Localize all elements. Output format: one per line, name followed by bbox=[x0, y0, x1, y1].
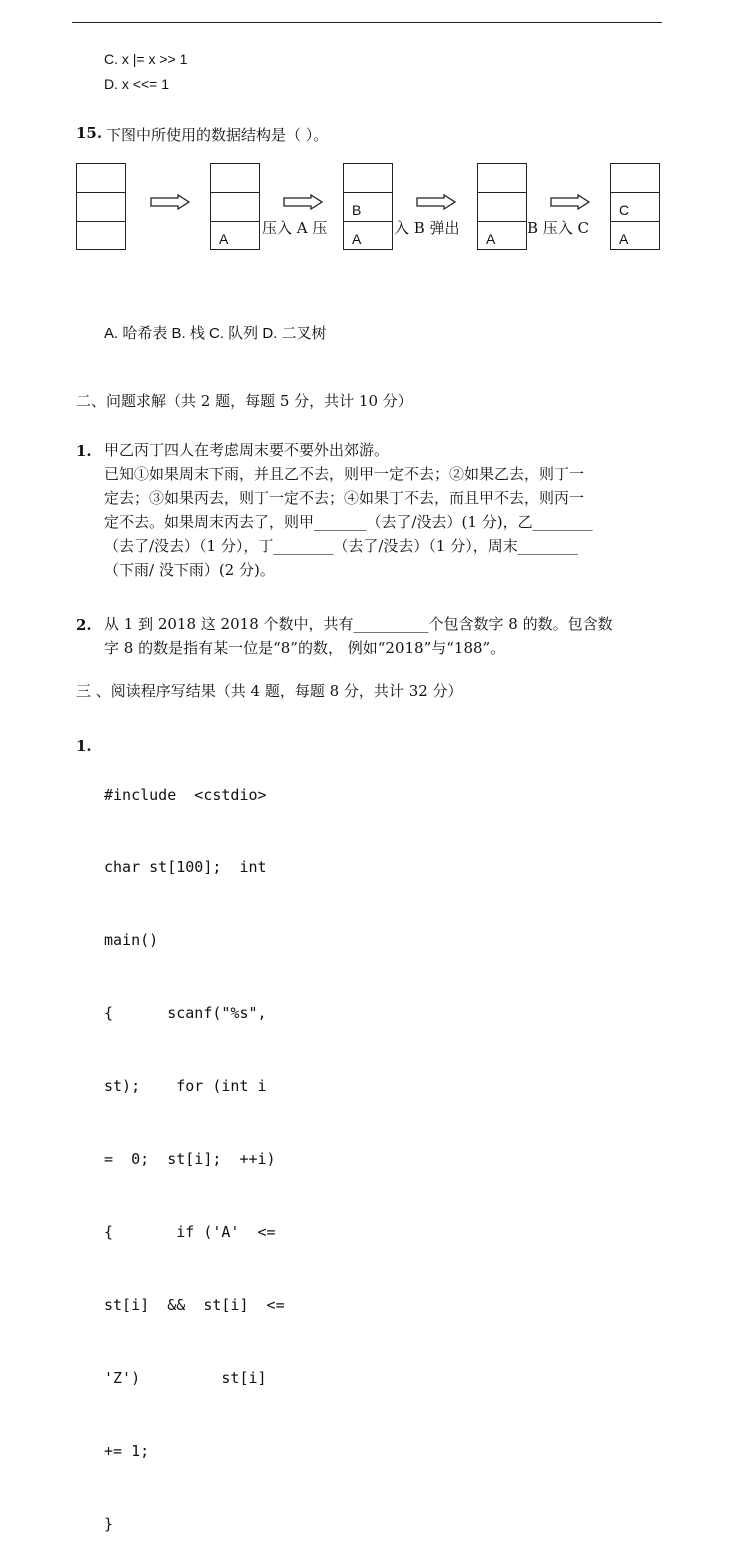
s3-q1-code bbox=[104, 734, 285, 1560]
code-line: st); for (int i bbox=[104, 1077, 267, 1096]
stack-cell bbox=[344, 163, 392, 192]
stack-cell bbox=[478, 221, 526, 250]
stack-cell bbox=[77, 221, 125, 250]
code-line: = 0; st[i]; ++i) bbox=[104, 1150, 276, 1169]
code-line: char st[100]; int bbox=[104, 858, 267, 877]
stack-cell bbox=[77, 163, 125, 192]
option-c: C. x |= x >> 1 bbox=[104, 51, 188, 67]
code-line: main() bbox=[104, 931, 159, 950]
code-line: #include <cstdio> bbox=[104, 785, 267, 804]
s2-q1-line: 已知①如果周末下雨，并且乙不去，则甲一定不去；②如果乙去，则丁一 bbox=[104, 465, 585, 483]
s2-q1-line: （下雨/ 没下雨）(2 分)。 bbox=[104, 561, 275, 579]
stack-cell bbox=[478, 192, 526, 221]
stack-cell-label: A bbox=[619, 231, 629, 247]
stack-cell-label: A bbox=[219, 231, 229, 247]
stack-cell bbox=[478, 163, 526, 192]
s2-q1-line: 定去；③如果丙去，则丁一定不去；④如果丁不去，而且甲不去，则丙一 bbox=[104, 489, 585, 507]
stack-cell bbox=[344, 192, 392, 221]
stack-cell bbox=[611, 192, 659, 221]
header-rule bbox=[72, 22, 662, 23]
section-3-title: 三 、阅读程序写结果（共 4 题，每题 8 分，共计 32 分） bbox=[76, 682, 463, 700]
stack-cell-label: A bbox=[352, 231, 362, 247]
s2-q1-line: （去了/没去）（1 分），丁________（去了/没去）（1 分），周末________ bbox=[104, 537, 578, 555]
s2-q2-line: 从 1 到 2018 这 2018 个数中，共有__________个包含数字 8 的数。包含数 bbox=[104, 615, 613, 633]
double-arrow-icon bbox=[416, 194, 456, 210]
s2-q1-body bbox=[104, 438, 593, 582]
stack-caption: B 压入 C bbox=[527, 219, 590, 237]
code-line: += 1; bbox=[104, 1441, 150, 1460]
section-2-title: 二、问题求解（共 2 题，每题 5 分，共计 10 分） bbox=[76, 392, 413, 410]
stack-cell-label: A bbox=[486, 231, 496, 247]
s2-q2-line: 字 8 的数是指有某一位是“8”的数， 例如“2018”与“188”。 bbox=[104, 639, 506, 657]
stack-cell bbox=[344, 221, 392, 250]
stack-cell bbox=[211, 192, 259, 221]
s2-q1-number: 1. bbox=[76, 442, 92, 460]
s3-q1-number: 1. bbox=[76, 737, 92, 755]
option-d: D. x <<= 1 bbox=[104, 76, 169, 92]
stack-cell bbox=[611, 163, 659, 192]
stack-3 bbox=[343, 163, 393, 250]
stack-cell-label: B bbox=[352, 202, 362, 218]
stack-4 bbox=[477, 163, 527, 250]
stack-cell bbox=[77, 192, 125, 221]
stack-5 bbox=[610, 163, 660, 250]
stack-cell bbox=[211, 163, 259, 192]
s2-q1-line: 甲乙丙丁四人在考虑周末要不要外出郊游。 bbox=[104, 441, 390, 459]
double-arrow-icon bbox=[550, 194, 590, 210]
stack-cell bbox=[611, 221, 659, 250]
code-line: st[i] && st[i] <= bbox=[104, 1295, 285, 1314]
code-line: 'Z') st[i] bbox=[104, 1368, 267, 1387]
double-arrow-icon bbox=[150, 194, 190, 210]
stack-cell-label: C bbox=[619, 202, 630, 218]
stack-cell bbox=[211, 221, 259, 250]
stack-1 bbox=[76, 163, 126, 250]
double-arrow-icon bbox=[283, 194, 323, 210]
question-15-number: 15. bbox=[76, 124, 103, 142]
code-line: { if ('A' <= bbox=[104, 1222, 276, 1241]
s2-q1-line: 定不去。如果周末丙去了，则甲_______（去了/没去）(1 分)，乙________ bbox=[104, 513, 593, 531]
stack-2 bbox=[210, 163, 260, 250]
code-line: { scanf("%s", bbox=[104, 1004, 267, 1023]
code-line: } bbox=[104, 1514, 114, 1533]
s2-q2-number: 2. bbox=[76, 616, 92, 634]
s2-q2-body bbox=[104, 612, 613, 660]
stack-caption: 入 B 弹出 bbox=[394, 219, 460, 237]
question-15-text: 下图中所使用的数据结构是（ ）。 bbox=[106, 126, 329, 144]
stack-caption: 压入 A 压 bbox=[262, 219, 328, 237]
question-15-options: A. 哈希表 B. 栈 C. 队列 D. 二叉树 bbox=[104, 325, 327, 342]
